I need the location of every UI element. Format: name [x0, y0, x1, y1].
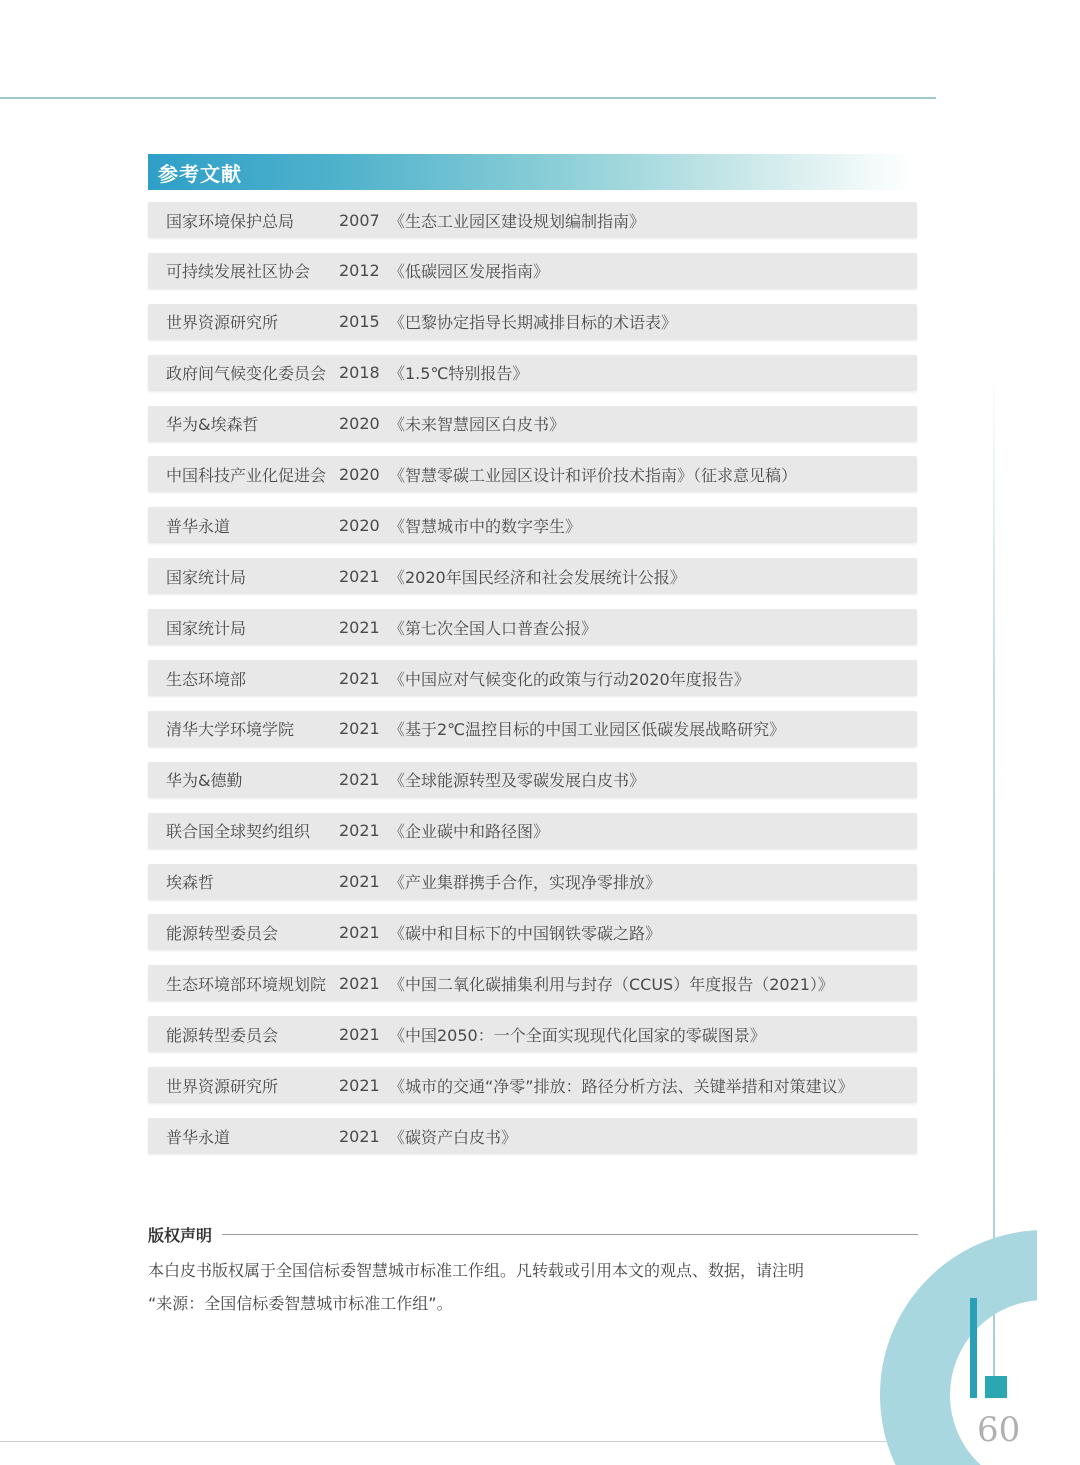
reference-title: 《企业碳中和路径图》: [389, 822, 550, 842]
reference-row: [148, 609, 917, 645]
reference-year: 2015: [339, 312, 380, 332]
reference-title: 《产业集群携手合作，实现净零排放》: [389, 873, 662, 893]
reference-row: [148, 558, 917, 594]
copyright-text-line-2: “来源：全国信标委智慧城市标准工作组”。: [148, 1294, 453, 1313]
reference-org: 世界资源研究所: [166, 313, 279, 333]
reference-year: 2018: [339, 363, 380, 383]
reference-org: 埃森哲: [166, 873, 215, 893]
reference-title: 《碳中和目标下的中国钢铁零碳之路》: [389, 923, 662, 943]
reference-row: [148, 965, 917, 1001]
reference-year: 2021: [339, 973, 380, 993]
reference-org: 清华大学环境学院: [166, 720, 295, 740]
reference-row: [148, 456, 917, 492]
reference-list: [148, 202, 917, 1169]
reference-org: 国家统计局: [166, 618, 247, 638]
reference-row: [148, 1067, 917, 1103]
reference-org: 能源转型委员会: [166, 923, 279, 943]
reference-row: [148, 304, 917, 340]
reference-title: 《中国应对气候变化的政策与行动2020年度报告》: [389, 669, 750, 689]
decorative-square: [985, 1376, 1007, 1398]
copyright-text-line-1: 本白皮书版权属于全国信标委智慧城市标准工作组。凡转载或引用本文的观点、数据，请注明: [148, 1261, 805, 1280]
decorative-corner-graphic: [870, 1225, 1080, 1465]
reference-org: 国家统计局: [166, 567, 247, 587]
arc-mask: [1037, 1225, 1080, 1315]
reference-year: 2021: [339, 1126, 380, 1146]
reference-row: [148, 1016, 917, 1052]
reference-title: 《中国二氧化碳捕集利用与封存（CCUS）年度报告（2021）》: [389, 974, 834, 994]
reference-row: [148, 253, 917, 289]
reference-title: 《1.5℃特别报告》: [389, 364, 529, 384]
reference-row: [148, 813, 917, 849]
reference-org: 普华永道: [166, 1127, 231, 1147]
reference-year: 2021: [339, 719, 380, 739]
reference-year: 2020: [339, 414, 380, 434]
reference-year: 2020: [339, 464, 380, 484]
reference-row: [148, 711, 917, 747]
reference-org: 中国科技产业化促进会: [166, 465, 327, 485]
reference-title: 《巴黎协定指导长期减排目标的术语表》: [389, 313, 678, 333]
reference-year: 2021: [339, 922, 380, 942]
reference-year: 2012: [339, 261, 380, 281]
reference-title: 《碳资产白皮书》: [389, 1127, 518, 1147]
reference-title: 《全球能源转型及零碳发展白皮书》: [389, 771, 646, 791]
copyright-section: [148, 1222, 918, 1320]
reference-year: 2021: [339, 668, 380, 688]
reference-row: [148, 660, 917, 696]
reference-org: 生态环境部环境规划院: [166, 974, 327, 994]
reference-year: 2021: [339, 566, 380, 586]
reference-org: 普华永道: [166, 516, 231, 536]
reference-title: 《中国2050：一个全面实现现代化国家的零碳图景》: [389, 1025, 766, 1045]
reference-year: 2021: [339, 872, 380, 892]
reference-row: [148, 507, 917, 543]
bottom-divider: [0, 1441, 940, 1442]
reference-org: 华为&埃森哲: [166, 415, 259, 435]
reference-row: [148, 864, 917, 900]
reference-org: 国家环境保护总局: [166, 211, 295, 231]
reference-year: 2007: [339, 210, 380, 230]
reference-year: 2021: [339, 617, 380, 637]
reference-org: 联合国全球契约组织: [166, 822, 311, 842]
reference-title: 《智慧零碳工业园区设计和评价技术指南》（征求意见稿）: [389, 465, 798, 485]
reference-org: 政府间气候变化委员会: [166, 364, 327, 384]
reference-year: 2021: [339, 1075, 380, 1095]
reference-title: 《2020年国民经济和社会发展统计公报》: [389, 567, 686, 587]
reference-title: 《生态工业园区建设规划编制指南》: [389, 211, 646, 231]
reference-row: [148, 202, 917, 238]
reference-title: 《低碳园区发展指南》: [389, 262, 550, 282]
reference-row: [148, 762, 917, 798]
copyright-heading: 版权声明: [148, 1225, 213, 1245]
reference-row: [148, 355, 917, 391]
reference-year: 2021: [339, 821, 380, 841]
reference-year: 2021: [339, 1024, 380, 1044]
top-divider: [0, 97, 936, 99]
reference-year: 2021: [339, 770, 380, 790]
section-title: 参考文献: [158, 161, 242, 186]
reference-org: 世界资源研究所: [166, 1076, 279, 1096]
reference-year: 2020: [339, 515, 380, 535]
reference-title: 《智慧城市中的数字孪生》: [389, 516, 582, 536]
reference-title: 《未来智慧园区白皮书》: [389, 415, 566, 435]
reference-org: 华为&德勤: [166, 771, 243, 791]
decorative-bar: [970, 1298, 977, 1398]
reference-title: 《城市的交通“净零”排放：路径分析方法、关键举措和对策建议》: [389, 1076, 854, 1096]
reference-org: 可持续发展社区协会: [166, 262, 311, 282]
reference-row: [148, 406, 917, 442]
reference-row: [148, 914, 917, 950]
copyright-divider: [222, 1234, 918, 1235]
reference-title: 《第七次全国人口普查公报》: [389, 618, 598, 638]
reference-row: [148, 1118, 917, 1154]
reference-org: 能源转型委员会: [166, 1025, 279, 1045]
reference-title: 《基于2℃温控目标的中国工业园区低碳发展战略研究》: [389, 720, 786, 740]
page-number: 60: [977, 1410, 1021, 1450]
reference-org: 生态环境部: [166, 669, 247, 689]
section-header: [148, 154, 912, 190]
